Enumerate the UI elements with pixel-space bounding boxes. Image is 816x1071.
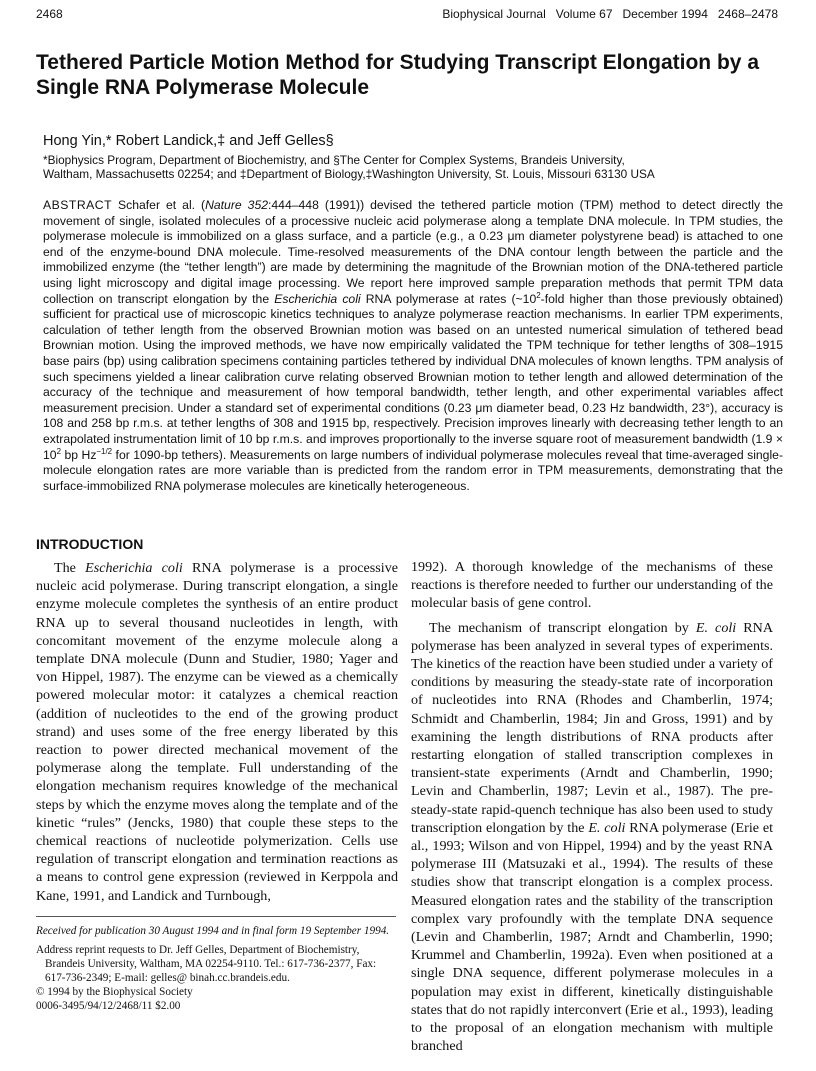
intro-species: Escherichia coli xyxy=(85,560,183,576)
intro2-species-2: E. coli xyxy=(588,819,626,836)
intro-text: The xyxy=(54,560,86,576)
abstract-text-5: bp Hz xyxy=(60,447,97,462)
footnote-received-text: Received for publication 30 August 1994 and in final form 19 September 1994. xyxy=(36,925,390,937)
author-yin: Hong Yin,* xyxy=(43,133,116,149)
body-column-right xyxy=(411,558,773,1055)
footnote-copyright: © 1994 by the Biophysical Society xyxy=(36,986,193,998)
intro-paragraph-1 xyxy=(36,559,398,905)
affiliation-line-1: *Biophysics Program, Department of Biochemistry, and §The Center for Complex Systems, Brandeis University, xyxy=(43,153,625,167)
page-number: 2468 xyxy=(36,7,63,21)
footnote-divider xyxy=(36,916,396,917)
intro-text-cont: RNA polymerase is a processive nucleic acid polymerase. During transcript elongation, a single enzyme molecule completes the synthesis of an entire product RNA up to several thousand nucleotides in length, with concomitant movement of the enzyme molecule along a template DNA molecule (Dunn and Studier, 1980; Yager and von Hippel, 1987). The enzyme can be viewed as a chemically powered molecular motor: it catalyzes a chemical reaction (addition of nucleotides to the end of the growing product strand) and uses some of the free energy liberated by this reaction to power directed mechanical movement of the polymerase along the template. Full understanding of the elongation mechanism requires knowledge of the mechanical steps by which the enzyme moves along the template and of the kinetic “rules” (Jencks, 1980) that couple these steps to the chemical reactions of nucleotide polymerization. Cells use regulation of transcript elongation and termination reactions as a means to control gene expression (reviewed in Kerppola and Kane, 1991, and Landick and Turnbough, xyxy=(36,560,398,904)
abstract-exponent-1: 2 xyxy=(536,290,541,300)
affiliation-line-2: Waltham, Massachusetts 02254; and ‡Department of Biology,‡Washington University, St. Louis, Missouri 63130 USA xyxy=(43,167,655,181)
author-gelles: and Jeff Gelles§ xyxy=(229,133,334,149)
intro-paragraph-1-cont: 1992). A thorough knowledge of the mechanisms of these reactions is therefore needed to further our understanding of the molecular basis of gene control. xyxy=(411,559,773,612)
footnote-issn: 0006-3495/94/12/2468/11 $2.00 xyxy=(36,1000,181,1012)
abstract-label: ABSTRACT xyxy=(43,198,113,212)
abstract-citation: Nature 352 xyxy=(205,198,269,212)
journal-pages: 2468–2478 xyxy=(717,7,778,21)
abstract-text-3: RNA polymerase at rates (~10 xyxy=(360,291,537,306)
author-list xyxy=(43,133,334,149)
affiliations xyxy=(43,153,655,181)
intro-paragraph-2 xyxy=(411,619,773,1056)
abstract-text-4: -fold higher than those previously obtained) sufficient for practical use of microscopic kinetics techniques to analyze polymerase reaction mechanisms. In earlier TPM experiments, calculation of tether length from the observed Brownian motion was based on an untested numerical simulation of tethered bead Brownian motion. Using the improved methods, we have now empirically validated the TPM technique for tether lengths of 308–1915 base pairs (bp) using calibration specimens containing particles tethered by individual DNA molecules of known lengths. TPM analysis of such specimens yielded a linear calibration curve relating observed Brownian motion to tether length and allowed determination of the accuracy of the technique and measurement of how temporal bandwidth, tether length, and other experimental variables affect measurement precision. Under a standard set of experimental conditions (0.23 μm diameter bead, 0.23 Hz bandwidth, 23°), accuracy is 108 and 258 bp r.m.s. at tether lengths of 308 and 1915 bp, respectively. Precision improves linearly with decreasing tether length to an extrapolated instrumentation limit of 10 bp r.m.s. and improves proportionally to the inverse square root of measurement bandwidth (1.9 × 10 xyxy=(43,291,784,462)
intro2-text-2: RNA polymerase has been analyzed in several types of experiments. The kinetics of the reaction have been studied under a variety of conditions by measuring the steady-state rate of incorporation of nucleotides into RNA (Rhodes and Chamberlin, 1974; Schmidt and Chamberlin, 1984; Jin and Gross, 1991) and by examining the length distributions of RNA products after restarting elongation of stalled transcription complexes in transient-state experiments (Arndt and Chamberlin, 1990; Levin and Chamberlin, 1987; Levin et al., 1987). The pre-steady-state rapid-quench technique has also been used to study transcription elongation by the xyxy=(411,619,773,836)
abstract-text-6: for 1090-bp tethers). Measurements on large numbers of individual polymerase molecules reveal that time-averaged single-molecule elongation rates are more variable than is predicted from the random error in TPM measurements, demonstrating that the surface-immobilized RNA polymerase molecules are kinetically heterogeneous. xyxy=(43,447,783,493)
body-column-left xyxy=(36,559,398,905)
author-landick: Robert Landick,‡ xyxy=(115,133,230,149)
journal-reference xyxy=(442,7,778,21)
section-heading-introduction: INTRODUCTION xyxy=(36,536,144,552)
abstract-text-2: :444–448 (1991)) devised the tethered particle motion (TPM) method to detect directly the movement of single, isolated molecules of a processive nucleic acid polymerase along a template DNA molecule. In TPM studies, the polymerase molecule is immobilized on a glass surface, and a particle (e.g., a 0.23 μm diameter polystyrene bead) is attached to one end of the enzyme-bound DNA molecule. Time-resolved measurements of the DNA contour length between the particle and the immobilized enzyme (the “tether length”) are made by determining the magnitude of the Brownian motion of the DNA-tethered particle using light microscopy and digital image processing. We report here improved sample preparation methods that permit TPM data collection on transcript elongation by the xyxy=(43,198,784,306)
journal-name: Biophysical Journal xyxy=(442,7,546,21)
abstract xyxy=(43,198,783,494)
footnote-reprints: Address reprint requests to Dr. Jeff Gelles, Department of Biochemistry, Brandeis University, Waltham, MA 02254-9110. Tel.: 617-736-2377, Fax: 617-736-2349; E-mail: gelles@ binah.cc.brandeis.edu. xyxy=(36,944,377,984)
intro2-species-1: E. coli xyxy=(695,619,737,636)
journal-volume: Volume 67 xyxy=(555,7,613,21)
abstract-exponent-2: 2 xyxy=(56,446,61,456)
intro2-text-1: The mechanism of transcript elongation by xyxy=(429,619,696,636)
abstract-exponent-3: −1/2 xyxy=(96,446,113,456)
footnote-received xyxy=(36,924,398,938)
journal-date: December 1994 xyxy=(622,7,708,21)
intro2-text-3: RNA polymerase (Erie et al., 1993; Wilson and von Hippel, 1994) and by the yeast RNA polymerase III (Matsuzaki et al., 1994). The results of these studies show that transcript elongation is a complex process. Measured elongation rates and the stability of the transcription complex vary profoundly with the template DNA sequence (Levin and Chamberlin, 1987; Arndt and Chamberlin, 1990; Krummel and Chamberlin, 1992a). Even when positioned at a single DNA sequence, different polymerase molecules in a population may exist in different, kinetically distinguishable states that do not rapidly interconvert (Erie et al., 1993), leading to the proposal of an elongation mechanism with multiple branched xyxy=(411,819,773,1055)
paper-title: Tethered Particle Motion Method for Studying Transcript Elongation by a Single RNA Polymerase Molecule xyxy=(36,51,759,99)
abstract-species: Escherichia coli xyxy=(274,291,361,306)
footnotes xyxy=(36,924,398,1013)
abstract-text-1: Schafer et al. ( xyxy=(112,198,206,212)
